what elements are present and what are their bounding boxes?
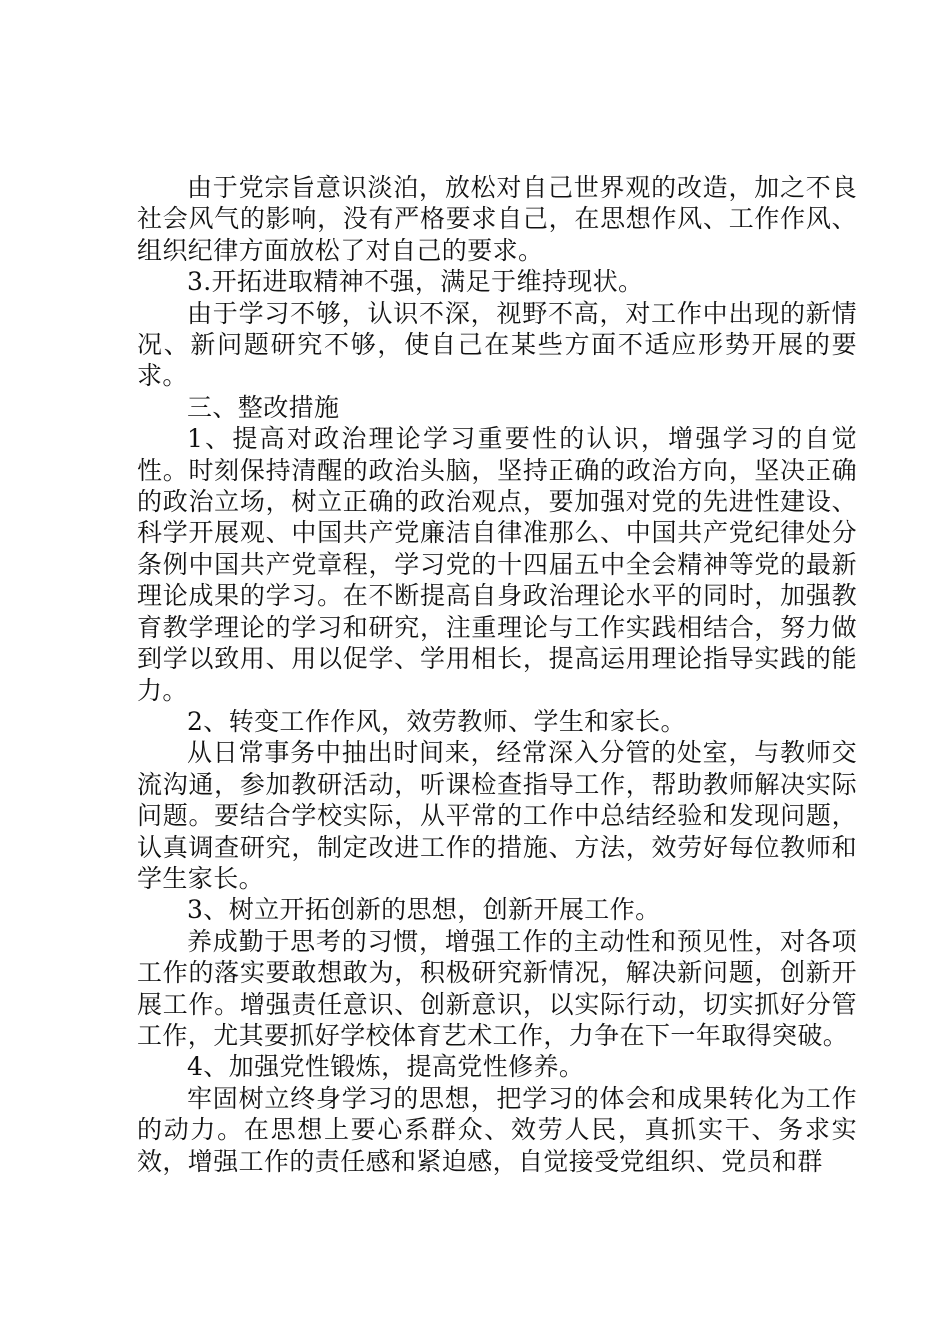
paragraph-heading-measure-4: 4、加强党性锻炼，提高党性修养。 (187, 1052, 585, 1082)
paragraph-measure-1: 1、提高对政治理论学习重要性的认识，增强学习的自觉性。时刻保持清醒的政治头脑，坚持正确的政治方向，坚决正确的政治立场，树立正确的政治观点，要加强对党的先进性建设、科学开展观、中国共产党廉洁自律准那么、中国共产党纪律处分条例中国共产党章程，学习党的十四届五中全会精神等党的最新理论成果的学习。在不断提高自身政治理论水平的同时，加强教育教学理论的学习和研究，注重理论与工作实践相结合，努力做到学以致用、用以促学、学用相长，提高运用理论指导实践的能力。 (137, 424, 857, 705)
section-heading-rectification: 三、整改措施 (187, 392, 340, 422)
document-body (137, 172, 857, 1177)
paragraph-heading-measure-2: 2、转变工作作风，效劳教师、学生和家长。 (187, 706, 686, 736)
paragraph-cause-ideology: 由于党宗旨意识淡泊，放松对自己世界观的改造，加之不良社会风气的影响，没有严格要求自己，在思想作风、工作作风、组织纪律方面放松了对自己的要求。 (137, 173, 857, 265)
paragraph-heading-measure-3: 3、树立开拓创新的思想，创新开展工作。 (187, 895, 661, 925)
paragraph-heading-pioneering: 3.开拓进取精神不强，满足于维持现状。 (187, 267, 644, 297)
paragraph-measure-4: 牢固树立终身学习的思想，把学习的体会和成果转化为工作的动力。在思想上要心系群众、效劳人民，真抓实干、务求实效，增强工作的责任感和紧迫感，自觉接受党组织、党员和群 (137, 1083, 857, 1176)
paragraph-measure-2: 从日常事务中抽出时间来，经常深入分管的处室，与教师交流沟通，参加教研活动，听课检查指导工作，帮助教师解决实际问题。要结合学校实际，从平常的工作中总结经验和发现问题，认真调查研究，制定改进工作的措施、方法，效劳好每位教师和学生家长。 (137, 738, 857, 893)
paragraph-cause-study: 由于学习不够，认识不深，视野不高，对工作中出现的新情况、新问题研究不够，使自己在某些方面不适应形势开展的要求。 (137, 298, 857, 391)
paragraph-measure-3: 养成勤于思考的习惯，增强工作的主动性和预见性，对各项工作的落实要敢想敢为，积极研究新情况，解决新问题，创新开展工作。增强责任意识、创新意识，以实际行动，切实抓好分管工作，尤其要抓好学校体育艺术工作，力争在下一年取得突破。 (137, 926, 857, 1050)
